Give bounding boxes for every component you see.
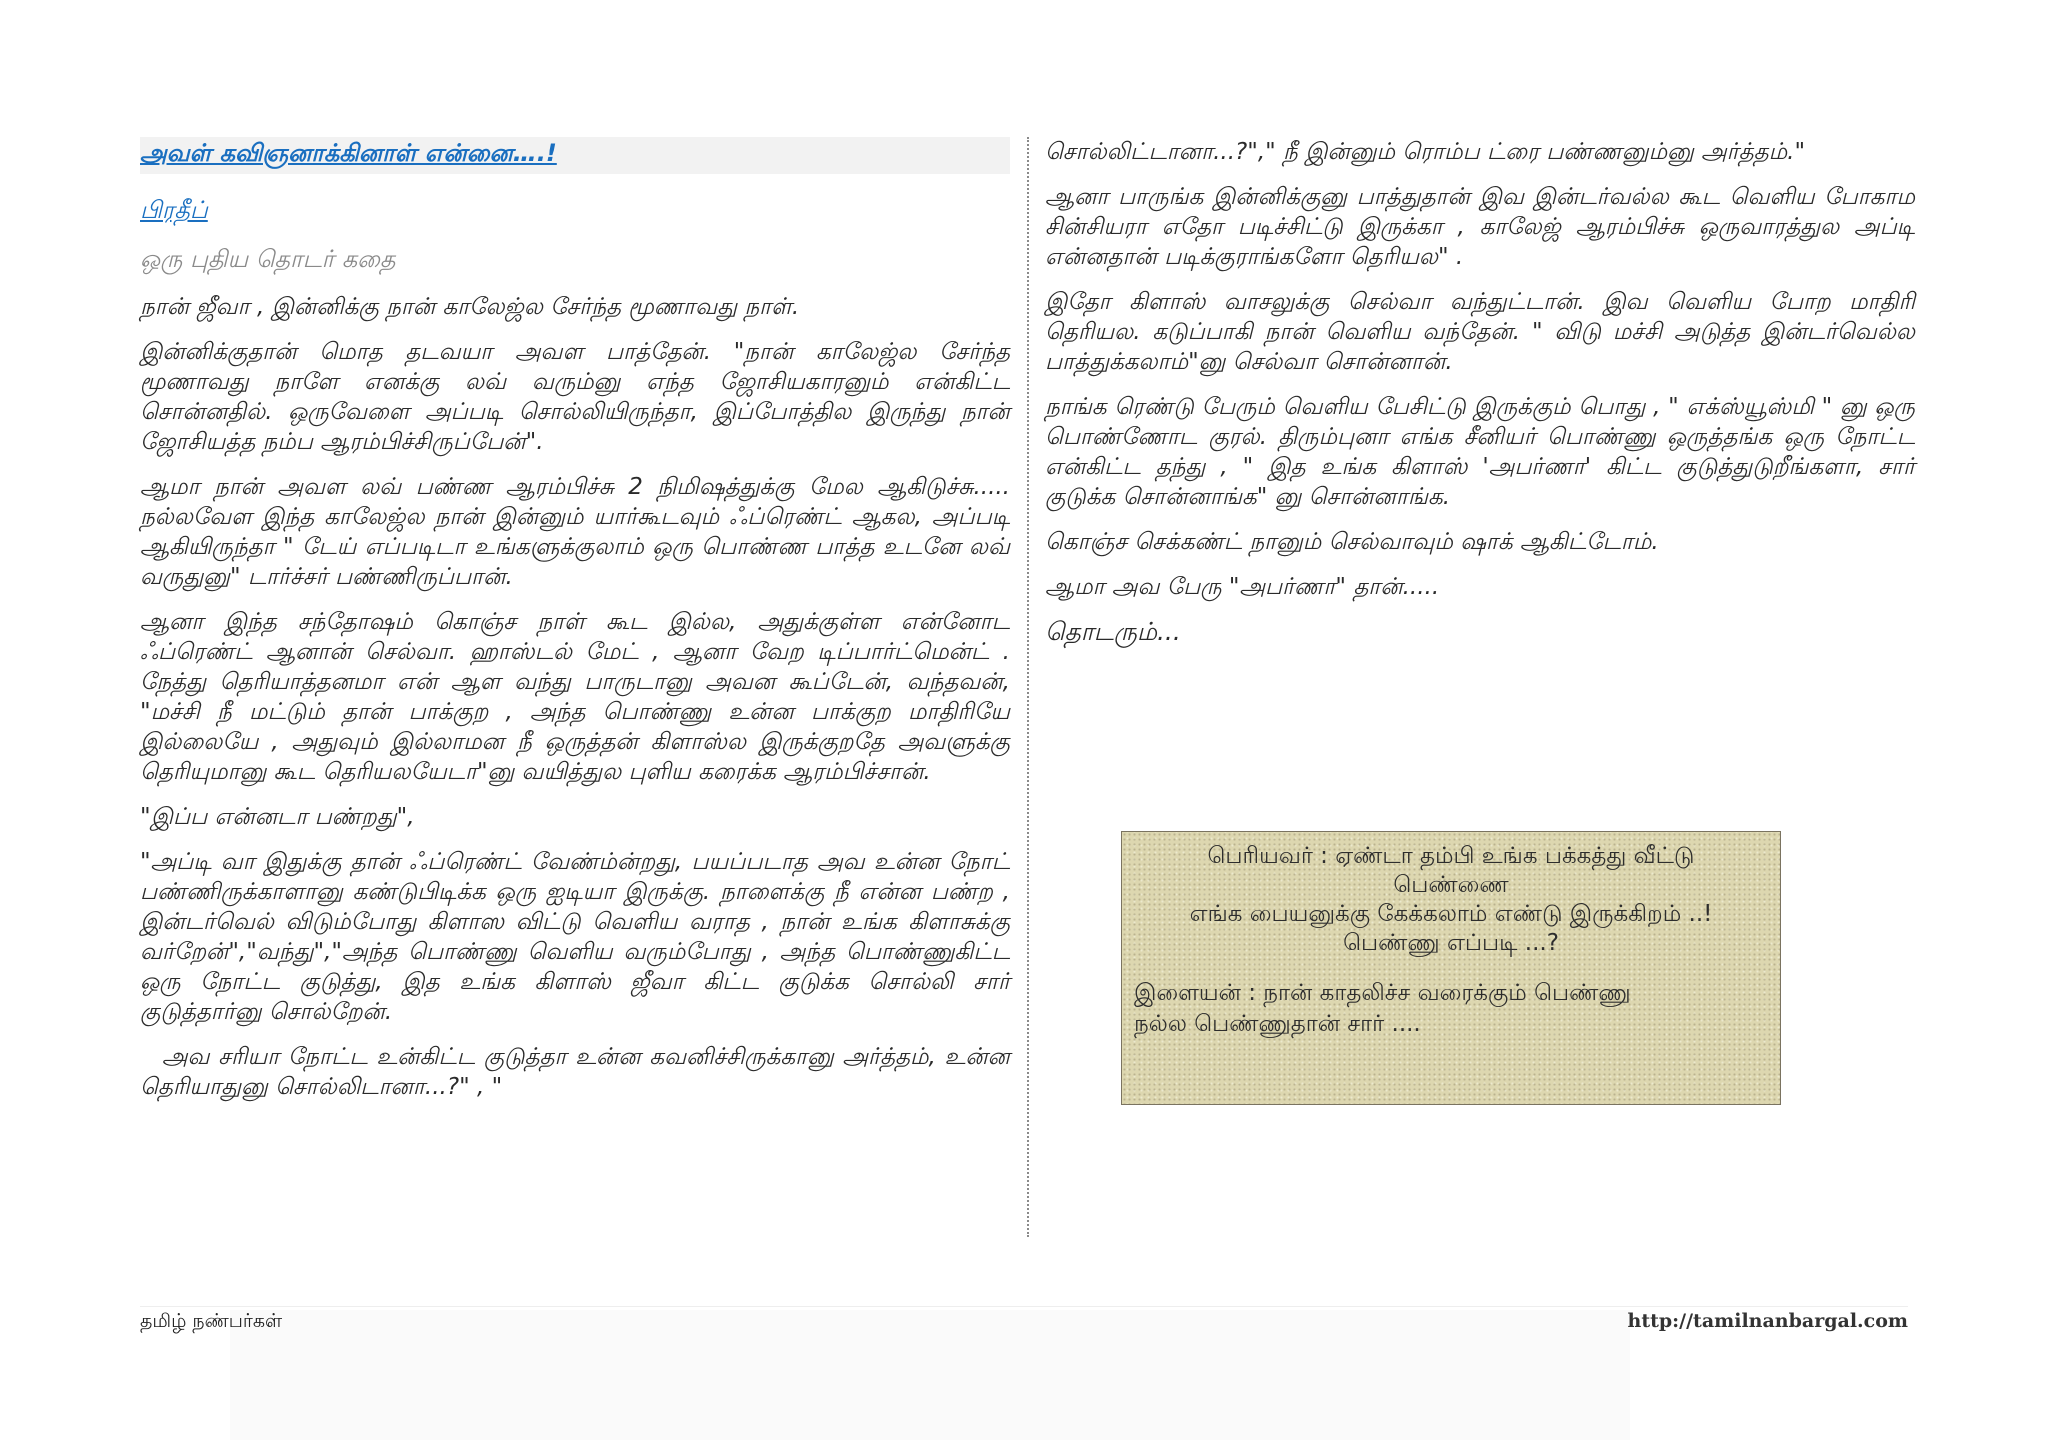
- paragraph: இதோ கிளாஸ் வாசலுக்கு செல்வா வந்துட்டான். இவ வெளிய போற மாதிரி தெரியல. கடுப்பாகி நான் வெளிய வந்தேன். " விடு மச்சி அடுத்த இன்டர்வெல்ல பாத்துக்கலாம்"னு செல்வா சொன்னான்.: [1045, 289, 1915, 375]
- paragraph: "இப்ப என்னடா பண்றது",: [140, 804, 415, 830]
- article-title[interactable]: அவள் கவிஞனாக்கினாள் என்னை….!: [140, 139, 557, 167]
- column-divider: [1027, 137, 1029, 1237]
- article-subtitle: ஒரு புதிய தொடர் கதை: [140, 245, 396, 273]
- paragraph: "அப்டி வா இதுக்கு தான் ஃப்ரெண்ட் வேண்ம்ன்றது, பயப்படாத அவ உன்ன நோட் பண்ணிருக்காளானு கண்டுபிடிக்க ஒரு ஐடியா இருக்கு. நாளைக்கு நீ என்ன பண்ற , இன்டர்வெல் விடும்போது கிளாஸ விட்டு வெளிய வராத , நான் உங்க கிளாசுக்கு வர்றேன்","வந்து","அந்த பொண்ணு வெளிய வரும்போது , அந்த பொண்ணுகிட்ட ஒரு நோட்ட குடுத்து, இத உங்க கிளாஸ் ஜீவா கிட்ட குடுக்க சொல்லி சார் குடுத்தார்னு சொல்றேன்.: [140, 849, 1010, 1025]
- joke-question-line: பெண்ணு எப்படி ...?: [1343, 930, 1559, 956]
- paragraph: இன்னிக்குதான் மொத தடவயா அவள பாத்தேன். "நான் காலேஜ்ல சேர்ந்த மூணாவது நாளே எனக்கு லவ் வரும்னு எந்த ஜோசியகாரனும் என்கிட்ட சொன்னதில். ஒருவேளை அப்படி சொல்லியிருந்தா, இப்போத்தில இருந்து நான் ஜோசியத்த நம்ப ஆரம்பிச்சிருப்பேன்".: [140, 339, 1010, 455]
- paragraph: நான் ஜீவா , இன்னிக்கு நான் காலேஜ்ல சேர்ந்த மூணாவது நாள்.: [140, 294, 800, 320]
- author-name[interactable]: பிரதீப்: [140, 196, 208, 224]
- paragraph: நாங்க ரெண்டு பேரும் வெளிய பேசிட்டு இருக்கும் பொது , " எக்ஸ்யூஸ்மி " னு ஒரு பொண்ணோட குரல். திரும்புனா எங்க சீனியர் பொண்ணு ஒருத்தங்க ஒரு நோட்ட என்கிட்ட தந்து , " இத உங்க கிளாஸ் 'அபர்ணா' கிட்ட குடுத்துடுறீங்களா, சார் குடுக்க சொன்னாங்க" னு சொன்னாங்க.: [1045, 394, 1915, 510]
- joke-box: [1121, 831, 1781, 1105]
- page-shade: [230, 1310, 1630, 1440]
- joke-answer-line: இளையன் : நான் காதலிச்ச வரைக்கும் பெண்ணு: [1134, 980, 1631, 1006]
- joke-question-line: பெண்ணை: [1393, 872, 1509, 898]
- joke-question: [1134, 842, 1768, 958]
- paragraph: ஆமா நான் அவள லவ் பண்ண ஆரம்பிச்சு 2 நிமிஷத்துக்கு மேல ஆகிடுச்சு..... நல்லவேள இந்த காலேஜ்ல நான் இன்னும் யார்கூடவும் ஃப்ரெண்ட் ஆகல, அப்படி ஆகியிருந்தா " டேய் எப்படிடா உங்களுக்குலாம் ஒரு பொண்ண பாத்த உடனே லவ் வருதுனு" டார்ச்சர் பண்ணிருப்பான்.: [140, 474, 1010, 590]
- footer-rule: [140, 1306, 1908, 1307]
- paragraph: கொஞ்ச செக்கண்ட் நானும் செல்வாவும் ஷாக் ஆகிட்டோம்.: [1045, 529, 1659, 555]
- joke-question-line: எங்க பையனுக்கு கேக்கலாம் எண்டு இருக்கிறம் ..!: [1189, 901, 1713, 927]
- joke-answer: [1134, 978, 1768, 1040]
- paragraph: அவ சரியா நோட்ட உன்கிட்ட குடுத்தா உன்ன கவனிச்சிருக்கானு அர்த்தம், உன்ன தெரியாதுனு சொல்லிடானா...?" , ": [140, 1044, 1010, 1100]
- paragraph: ஆனா இந்த சந்தோஷம் கொஞ்ச நாள் கூட இல்ல, அதுக்குள்ள என்னோட ஃப்ரெண்ட் ஆனான் செல்வா. ஹாஸ்டல் மேட் , ஆனா வேற டிப்பார்ட்மென்ட் . நேத்து தெரியாத்தனமா என் ஆள வந்து பாருடானு அவன கூப்டேன், வந்தவன், "மச்சி நீ மட்டும் தான் பாக்குற , அந்த பொண்ணு உன்ன பாக்குற மாதிரியே இல்லையே , அதுவும் இல்லாமன நீ ஒருத்தன் கிளாஸ்ல இருக்குறதே அவளுக்கு தெரியுமானு கூட தெரியலயேடா"னு வயித்துல புளிய கரைக்க ஆரம்பிச்சான்.: [140, 609, 1010, 785]
- left-column: [140, 137, 1010, 1117]
- title-bar: [140, 137, 1010, 174]
- paragraph: ஆனா பாருங்க இன்னிக்குனு பாத்துதான் இவ இன்டர்வல்ல கூட வெளிய போகாம சின்சியரா எதோ படிச்சிட்டு இருக்கா , காலேஜ் ஆரம்பிச்சு ஒருவாரத்துல அப்டி என்னதான் படிக்குராங்களோ தெரியல" .: [1045, 184, 1915, 270]
- paragraph: ஆமா அவ பேரு "அபர்ணா" தான்.....: [1045, 574, 1440, 600]
- joke-question-line: பெரியவர் : ஏண்டா தம்பி உங்க பக்கத்து வீட்டு: [1207, 843, 1695, 869]
- footer-site-name: தமிழ் நண்பர்கள்: [140, 1310, 283, 1332]
- paragraph: சொல்லிட்டானா...?"," நீ இன்னும் ரொம்ப ட்ரை பண்ணனும்னு அர்த்தம்.": [1045, 139, 1806, 165]
- footer-url[interactable]: http://tamilnanbargal.com: [1627, 1310, 1908, 1332]
- joke-answer-line: நல்ல பெண்ணுதான் சார் ....: [1134, 1011, 1421, 1037]
- continued-label: தொடரும்...: [1045, 617, 1181, 646]
- right-column: [1045, 137, 1915, 662]
